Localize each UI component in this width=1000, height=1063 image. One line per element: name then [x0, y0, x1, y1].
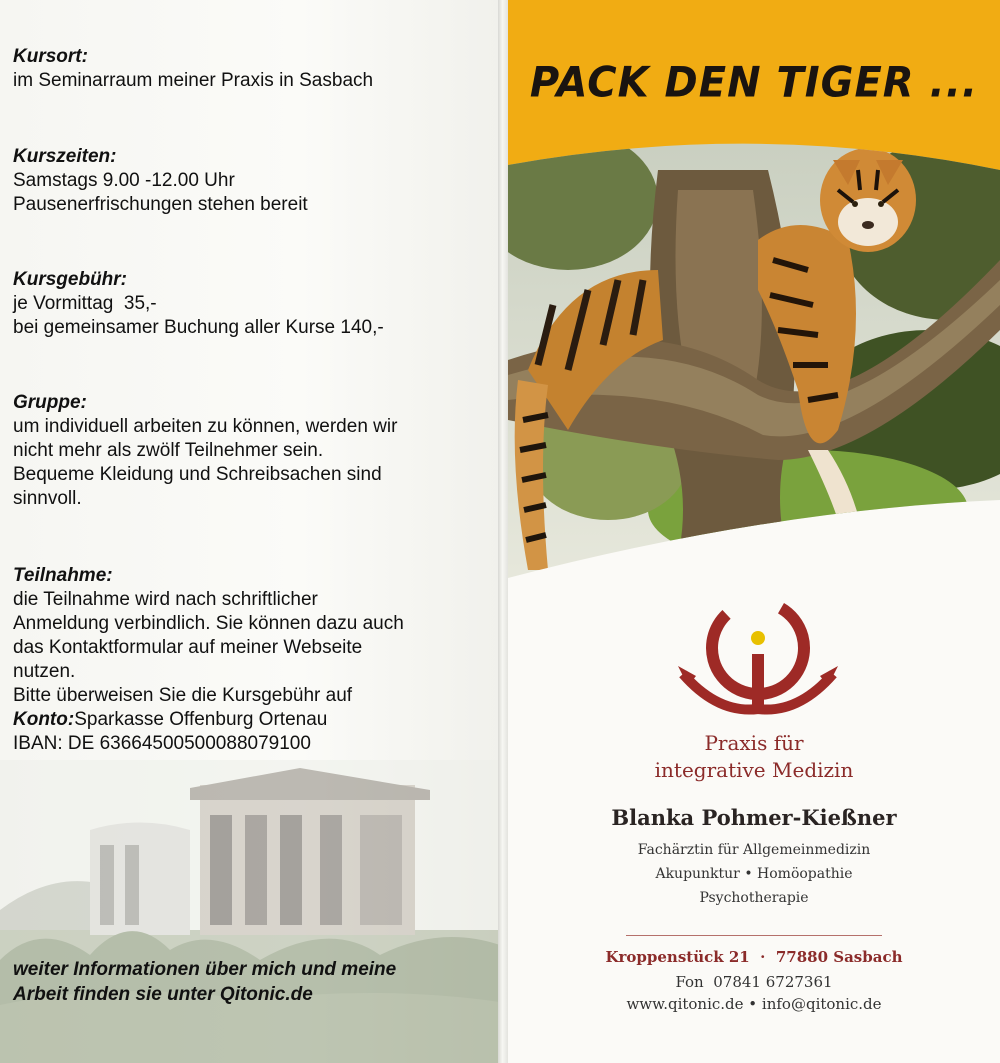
section-text: Bequeme Kleidung und Schreibsachen sind [13, 464, 382, 485]
tiger-on-tree-photo [508, 130, 1000, 590]
phone: Fon 07841 6727361 [675, 973, 833, 991]
section-text: bei gemeinsamer Buchung aller Kurse 140,- [13, 317, 384, 338]
section-text: um individuell arbeiten zu können, werden wir [13, 416, 398, 437]
page-fold [498, 0, 508, 1063]
section-text: die Teilnahme wird nach schriftlicher [13, 589, 318, 610]
praxis-line: integrative Medizin [654, 758, 854, 782]
section-text: im Seminarraum meiner Praxis in Sasbach [13, 70, 374, 91]
qualification-line: Psychotherapie [699, 890, 809, 906]
section-heading: Teilnahme: [13, 565, 113, 586]
contact-info [508, 971, 1000, 1015]
qi-logo-icon [678, 596, 838, 716]
section-heading: Kursgebühr: [13, 269, 127, 290]
section-heading: Kursort: [13, 46, 88, 67]
section-kursort [13, 45, 483, 93]
konto-label: Konto: [13, 709, 75, 730]
section-text: das Kontaktformular auf meiner Webseite [13, 637, 363, 658]
konto-value: Sparkasse Offenburg Ortenau [74, 709, 328, 730]
footer-note [13, 957, 493, 1007]
web-email: www.qitonic.de • info@qitonic.de [626, 995, 882, 1013]
praxis-line: Praxis für [704, 731, 804, 755]
section-text: Pausenerfrischungen stehen bereit [13, 194, 308, 215]
section-kurszeiten [13, 145, 483, 217]
section-teilnahme [13, 564, 483, 756]
iban-text: IBAN: DE 63664500500088079100 [13, 733, 311, 754]
doctor-name: Blanka Pohmer-Kießner [611, 805, 897, 830]
section-gruppe [13, 391, 483, 511]
footer-line: weiter Informationen über mich und meine [13, 959, 397, 980]
section-text: Anmeldung verbindlich. Sie können dazu auch [13, 613, 404, 634]
address: Kroppenstück 21 · 77880 Sasbach [605, 948, 903, 966]
divider [626, 935, 882, 936]
section-text: je Vormittag 35,- [13, 293, 157, 314]
section-heading: Kurszeiten: [13, 146, 117, 167]
section-text: sinnvoll. [13, 488, 82, 509]
house-photo [0, 760, 500, 1063]
qualification-line: Fachärztin für Allgemeinmedizin [637, 842, 871, 858]
right-panel [508, 0, 1000, 1063]
section-text: Bitte überweisen Sie die Kursgebühr auf [13, 685, 353, 706]
section-heading: Gruppe: [13, 392, 87, 413]
headline: PACK DEN TIGER ... [529, 58, 979, 108]
qualifications [508, 838, 1000, 910]
section-kursgebuehr [13, 268, 483, 340]
section-text: nicht mehr als zwölf Teilnehmer sein. [13, 440, 324, 461]
footer-line: Arbeit finden sie unter Qitonic.de [13, 984, 313, 1005]
praxis-name [508, 730, 1000, 784]
section-text: nutzen. [13, 661, 76, 682]
konto-line [13, 708, 483, 732]
qualification-line: Akupunktur • Homöopathie [655, 866, 853, 882]
section-text: Samstags 9.00 -12.00 Uhr [13, 170, 235, 191]
